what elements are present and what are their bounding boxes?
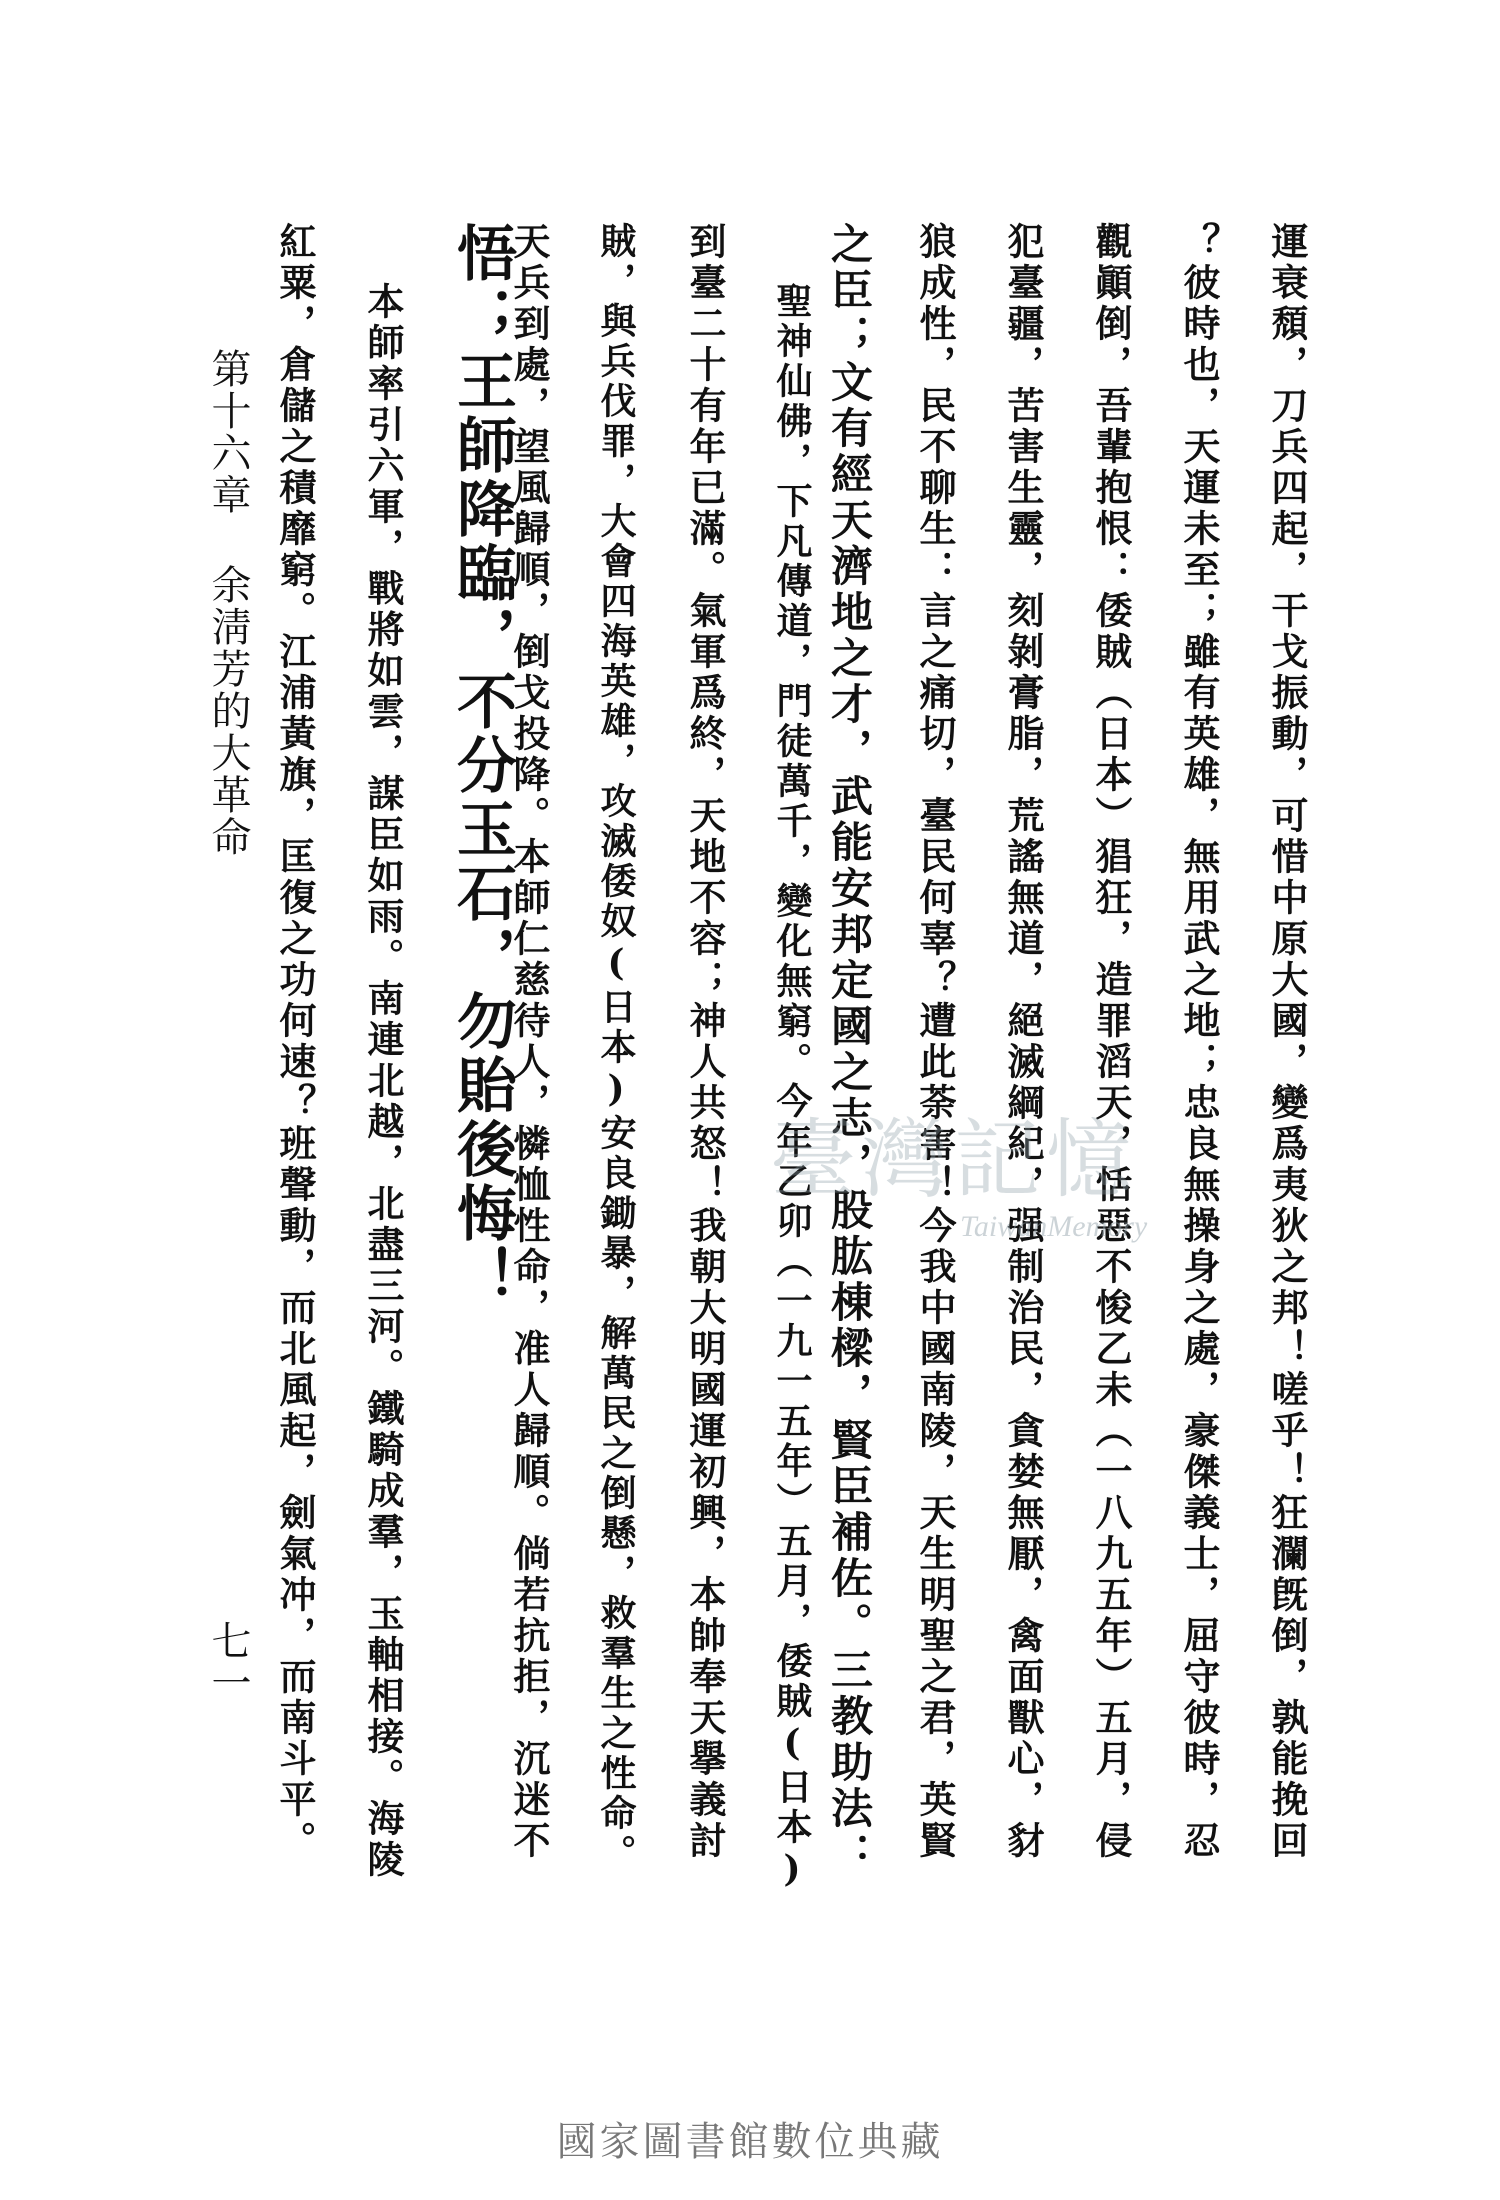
footer-caption: 國家圖書館數位典藏 [556, 2119, 944, 2165]
page-number: 七一 [205, 1620, 251, 1704]
text-column-1: 運衰頹，刀兵四起，干戈振動，可惜中原大國，變爲夷狄之邦！嗟乎！狂瀾旣倒，孰能挽回 [1265, 222, 1309, 1862]
text-column-2: ？彼時也，天運未至；雖有英雄，無用武之地；忠良無操身之處，豪傑義士，屈守彼時，忍 [1177, 222, 1221, 1862]
watermark-subtext: TaiwanMemory [960, 1210, 1148, 1243]
text-column-9: 賊，與兵伐罪，大會四海英雄，攻滅倭奴(日本)安良鋤暴，解萬民之倒懸，救羣生之性命。 [595, 222, 637, 1874]
chapter-heading: 第十六章 余淸芳的大革命 [205, 348, 251, 858]
text-column-4: 犯臺疆，苦害生靈，刻剝膏脂，荒謠無道，絕滅綱紀，强制治民，貪婪無厭，禽面獸心，豺 [1001, 222, 1045, 1862]
text-column-8: 到臺二十有年已滿。氣軍爲終，天地不容；神人共怒！我朝大明國運初興，本帥奉天擧義討 [683, 222, 727, 1862]
text-column-11: 悟；王師降臨，不分玉石，勿貽後悔！ [447, 222, 517, 1310]
text-column-7: 聖神仙佛，下凡傳道，門徒萬千，變化無窮。今年乙卯（一九一五年）五月，倭賊(日本) [771, 282, 813, 1894]
text-column-6: 之臣；文有經天濟地之才，武能安邦定國之志，股肱棟樑，賢臣補佐。三教助法： [825, 222, 874, 1878]
text-column-10: 天兵到處，望風歸順，倒戈投降。本師仁慈待人，憐恤性命，准人歸順。倘若抗拒，沉迷不 [507, 222, 551, 1862]
text-column-12: 本師率引六軍，戰將如雲，謀臣如雨。南連北越，北盡三河。鐵騎成羣，玉軸相接。海陵 [361, 282, 405, 1881]
text-column-5: 狼成性，民不聊生：言之痛切，臺民何辜？遭此荼害！今我中國南陵，天生明聖之君，英賢 [913, 222, 957, 1862]
watermark-logo: 臺灣記憶 [770, 1110, 1138, 1210]
text-column-13: 紅粟，倉儲之積靡窮。江浦黃旗，匡復之功何速？班聲動，而北風起，劍氣冲，而南斗平。 [273, 222, 317, 1862]
text-column-3: 觀顚倒，吾輩抱恨：倭賊（日本）猖狂，造罪滔天，恬惡不悛乙未（一八九五年）五月，侵 [1089, 222, 1133, 1862]
